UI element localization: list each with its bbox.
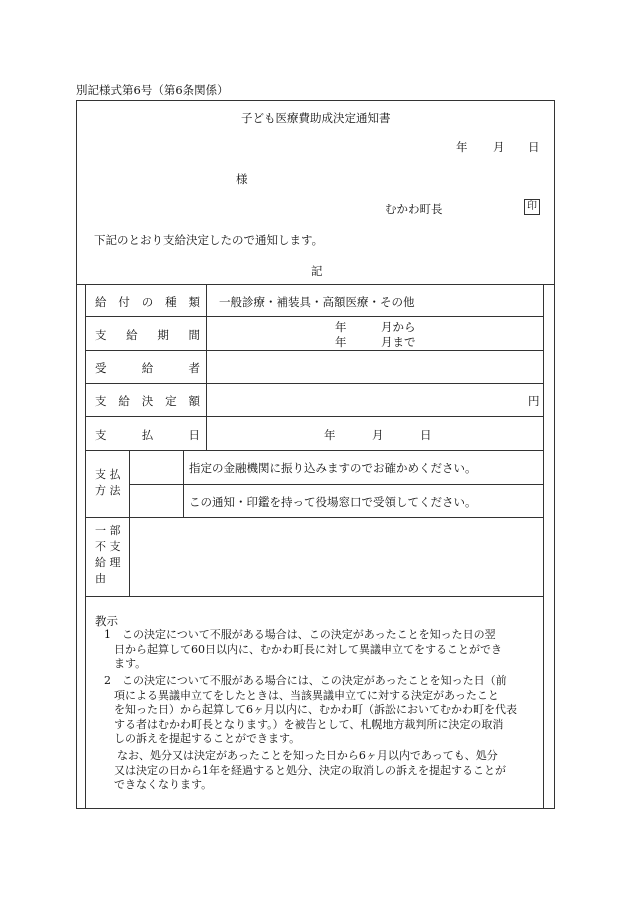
period-to-year: 年 <box>335 335 347 349</box>
method-option2-text: この通知・印鑑を持って役場窓口で受領してください。 <box>189 495 477 509</box>
row-divider <box>85 450 544 451</box>
method-checkbox-divider <box>183 450 184 517</box>
method-option1-text: 指定の金融機関に振り込みますのでお確かめください。 <box>189 461 477 475</box>
row-divider <box>85 350 544 351</box>
notice-item-1: 1 この決定について不服がある場合は、この決定があったことを知った日の翌 日から起算して60日以内に、むかわ町長に対して異議申立てをすることができ ます。 <box>104 628 502 670</box>
issuer-name: むかわ町長 <box>385 202 443 216</box>
notice-item-2: 2 この決定について不服がある場合には、この決定があったことを知った日（前 項による異議申立てをしたときは、当該異議申立てに対する決定があったこと を知った日）から起算して6ヶ月以内に、むかわ町（訴訟においてむかわ町を代表 する者はむかわ町長となります。）を被告として、札幌地方裁判所に決定の取消 しの訴えを提起することができます。 <box>104 674 517 745</box>
seal-mark: 印 <box>524 199 540 215</box>
method-option1-checkbox[interactable] <box>131 452 181 482</box>
addressee-suffix: 様 <box>236 172 248 186</box>
intro-text: 下記のとおり支給決定したので通知します。 <box>94 233 324 247</box>
form-reference: 別記様式第6号（第6条関係） <box>76 83 229 97</box>
period-from-year: 年 <box>335 320 347 334</box>
period-to-month: 月まで <box>381 335 416 349</box>
row-divider <box>85 316 544 317</box>
method-option2-checkbox[interactable] <box>131 486 181 515</box>
row-divider <box>85 596 544 597</box>
label-recipient: 受 給 者 <box>95 361 200 375</box>
label-kind: 給 付 の 種 類 <box>95 295 200 309</box>
ki-mark: 記 <box>311 264 323 278</box>
date-month: 月 <box>493 140 505 154</box>
label-column-divider <box>206 284 207 450</box>
method-label-divider <box>129 450 130 596</box>
row-divider <box>85 517 544 518</box>
paydate-month: 月 <box>372 428 384 442</box>
label-amount: 支 給 決 定 額 <box>95 394 200 408</box>
notice-item-3: なお、処分又は決定があったことを知った日から6ヶ月以内であっても、処分 又は決定の日から1年を経過すると処分、決定の取消しの訴えを提起することが できなくなります。 <box>114 749 506 791</box>
inner-right-border <box>543 284 544 809</box>
date-year: 年 <box>456 140 468 154</box>
row-divider <box>85 416 544 417</box>
notice-heading: 教示 <box>95 614 118 628</box>
method-mid-line <box>129 484 544 485</box>
label-partial-reason: 一 部 不 支 給 理 由 <box>95 524 121 585</box>
label-paydate: 支 払 日 <box>95 428 200 442</box>
kind-value: 一般診療・補装具・高額医療・その他 <box>219 295 415 309</box>
document-title: 子ども医療費助成決定通知書 <box>241 111 391 125</box>
date-day: 日 <box>528 140 540 154</box>
paydate-year: 年 <box>324 428 336 442</box>
label-method: 支 払 方 法 <box>95 468 121 497</box>
amount-unit: 円 <box>528 394 540 408</box>
table-top-line <box>76 284 555 285</box>
paydate-day: 日 <box>420 428 432 442</box>
inner-left-border <box>85 284 86 809</box>
row-divider <box>85 383 544 384</box>
period-from-month: 月から <box>381 320 416 334</box>
label-period: 支 給 期 間 <box>95 328 200 342</box>
